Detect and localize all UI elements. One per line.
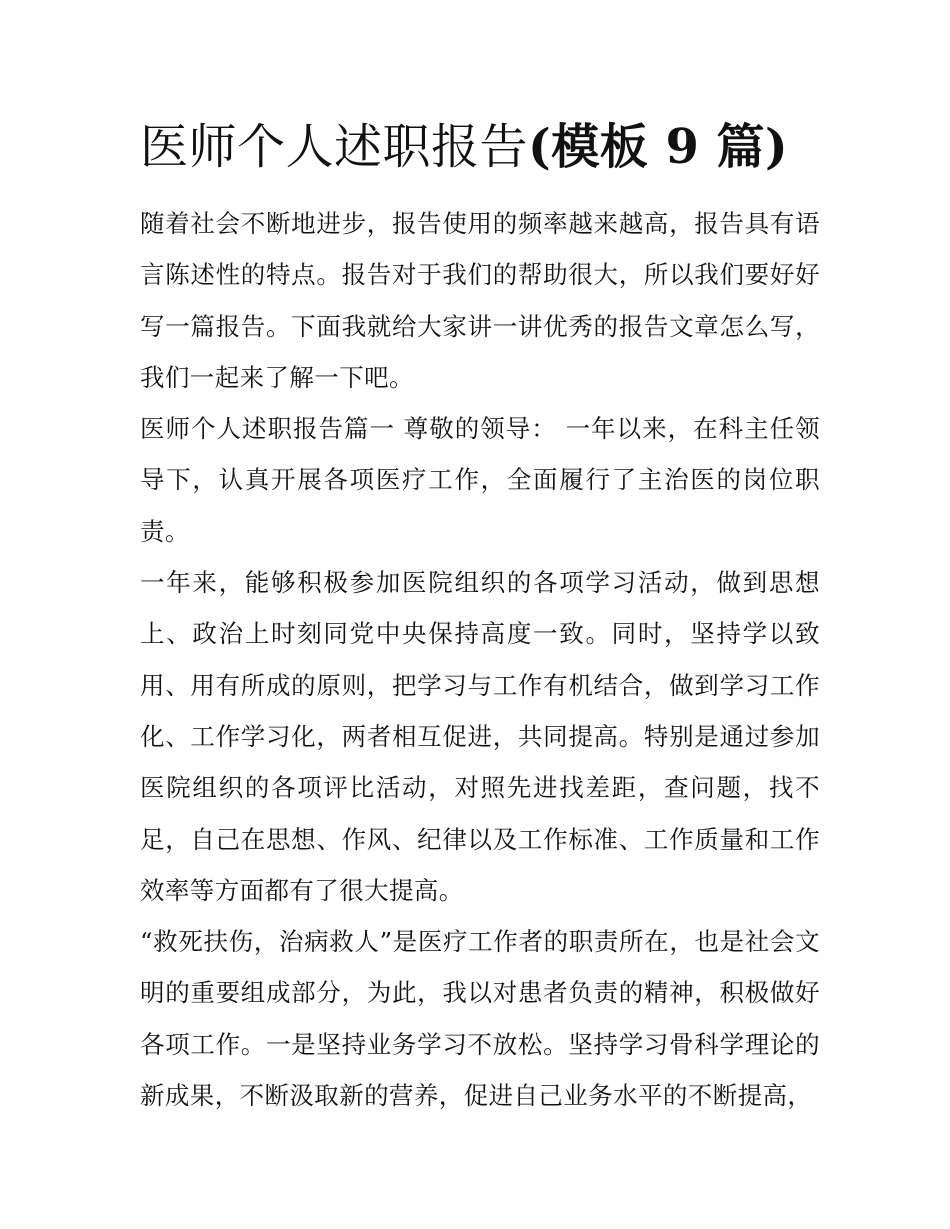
document-content bbox=[140, 112, 820, 1121]
title-suffix: (模板 9 篇) bbox=[528, 119, 789, 175]
title-main: 医师个人述职报告 bbox=[140, 119, 529, 175]
document-body bbox=[140, 198, 820, 1121]
document-title bbox=[140, 112, 820, 182]
paragraph-intro: 随着社会不断地进步，报告使用的频率越来越高，报告具有语言陈述性的特点。报告对于我们的帮助很大，所以我们要好好写一篇报告。下面我就给大家讲一讲优秀的报告文章怎么写，我们一起来了解一下吧。 bbox=[140, 209, 820, 392]
paragraph-duty: “救死扶伤，治病救人”是医疗工作者的职责所在，也是社会文明的重要组成部分，为此，我以对患者负责的精神，积极做好各项工作。一是坚持业务学习不放松。坚持学习骨科学理论的新成果，不断汲取新的营养，促进自己业务水平的不断提高， bbox=[140, 927, 820, 1111]
paragraph-section-one: 医师个人述职报告篇一 尊敬的领导： 一年以来，在科主任领导下，认真开展各项医疗工作，全面履行了主治医的岗位职责。 bbox=[140, 414, 820, 546]
paragraph-study: 一年来，能够积极参加医院组织的各项学习活动，做到思想上、政治上时刻同党中央保持高度一致。同时，坚持学以致用、用有所成的原则，把学习与工作有机结合，做到学习工作化、工作学习化，两者相互促进，共同提高。特别是通过参加医院组织的各项评比活动，对照先进找差距，查问题，找不足，自己在思想、作风、纪律以及工作标准、工作质量和工作效率等方面都有了很大提高。 bbox=[140, 568, 820, 905]
